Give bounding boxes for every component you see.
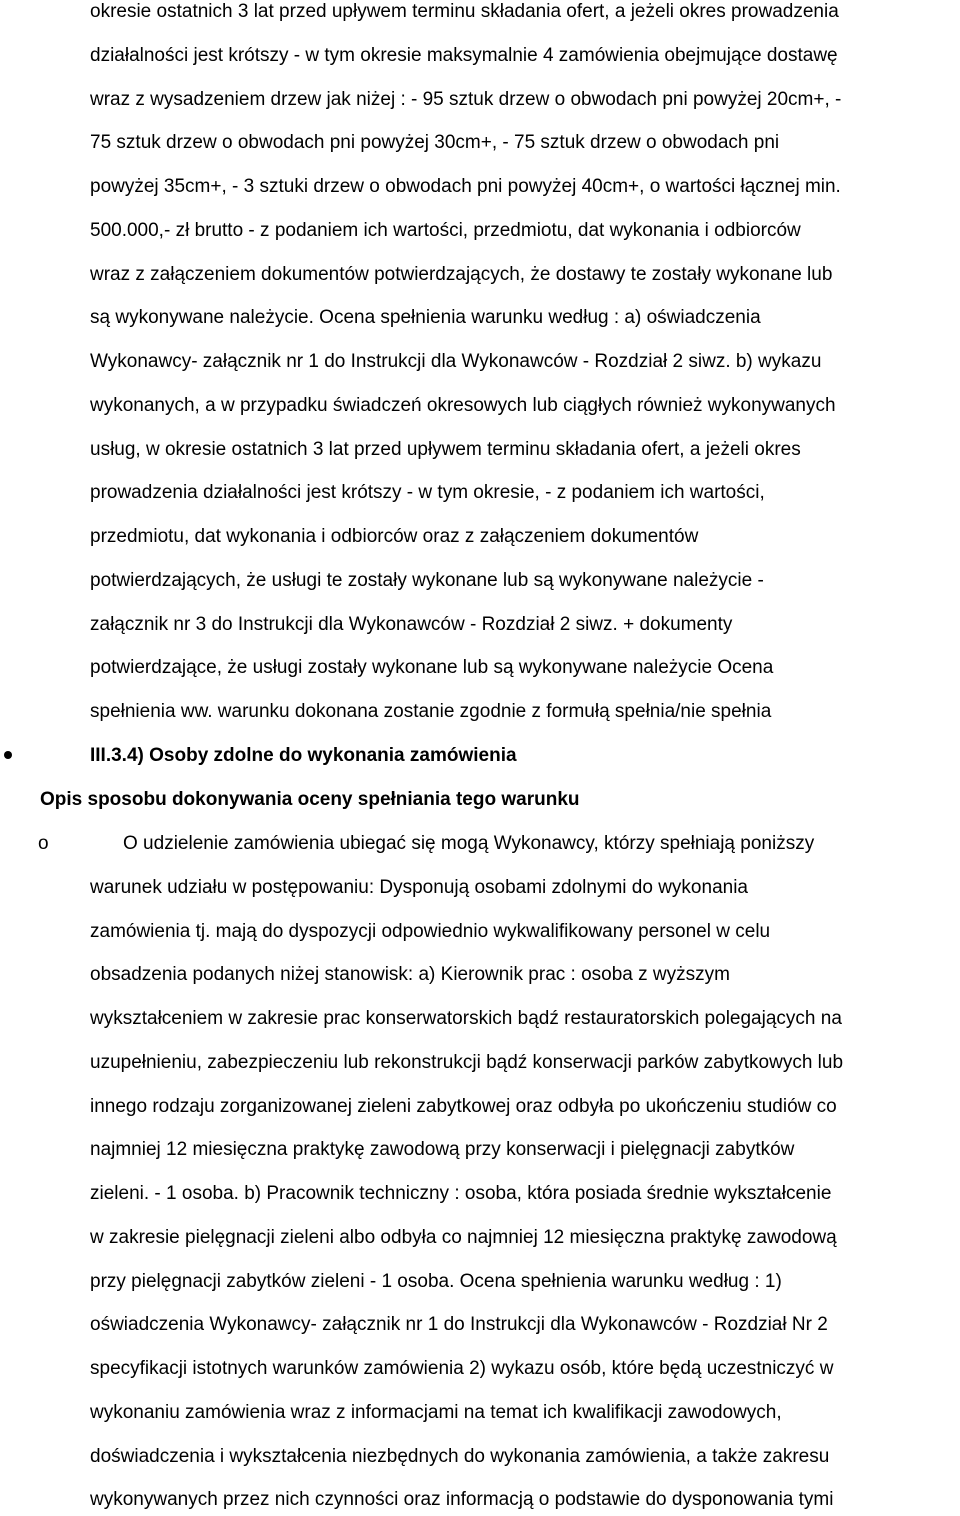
- paragraph-line: uzupełnieniu, zabezpieczeniu lub rekonstrukcji bądź konserwacji parków zabytkowych lub: [90, 1052, 844, 1073]
- paragraph-line: doświadczenia i wykształcenia niezbędnych do wykonania zamówienia, a także zakresu: [90, 1446, 830, 1467]
- paragraph-line: przy pielęgnacji zabytków zieleni - 1 osoba. Ocena spełnienia warunku według : 1): [90, 1271, 782, 1292]
- paragraph-line: usług, w okresie ostatnich 3 lat przed upływem terminu składania ofert, a jeżeli okres: [90, 439, 801, 460]
- paragraph-line: przedmiotu, dat wykonania i odbiorców oraz z załączeniem dokumentów: [90, 526, 699, 547]
- paragraph-line: potwierdzające, że usługi zostały wykonane lub są wykonywane należycie Ocena: [90, 657, 774, 678]
- paragraph-line: prowadzenia działalności jest krótszy - w tym okresie, - z podaniem ich wartości,: [90, 482, 765, 503]
- paragraph-line: zieleni. - 1 osoba. b) Pracownik techniczny : osoba, która posiada średnie wykształcenie: [90, 1183, 832, 1204]
- paragraph-line: 500.000,- zł brutto - z podaniem ich wartości, przedmiotu, dat wykonania i odbiorców: [90, 220, 801, 241]
- paragraph-line: spełnienia ww. warunku dokonana zostanie zgodnie z formułą spełnia/nie spełnia: [90, 701, 772, 722]
- paragraph-line: oświadczenia Wykonawcy- załącznik nr 1 do Instrukcji dla Wykonawców - Rozdział Nr 2: [90, 1314, 828, 1335]
- paragraph-line: wykonanych, a w przypadku świadczeń okresowych lub ciągłych również wykonywanych: [90, 395, 836, 416]
- bullet-o-marker: o: [38, 833, 49, 854]
- paragraph-line: wraz z wysadzeniem drzew jak niżej : - 95 sztuk drzew o obwodach pni powyżej 20cm+, -: [90, 89, 842, 110]
- paragraph-line: obsadzenia podanych niżej stanowisk: a) Kierownik prac : osoba z wyższym: [90, 964, 730, 985]
- section-heading: III.3.4) Osoby zdolne do wykonania zamówienia: [90, 745, 517, 766]
- paragraph-line: wraz z załączeniem dokumentów potwierdzających, że dostawy te zostały wykonane lub: [90, 264, 833, 285]
- paragraph-line: działalności jest krótszy - w tym okresie maksymalnie 4 zamówienia obejmujące dostawę: [90, 45, 838, 66]
- paragraph-line: warunek udziału w postępowaniu: Dysponują osobami zdolnymi do wykonania: [90, 877, 748, 898]
- paragraph-line: wykształceniem w zakresie prac konserwatorskich bądź restauratorskich polegających na: [90, 1008, 842, 1029]
- paragraph-line: 75 sztuk drzew o obwodach pni powyżej 30cm+, - 75 sztuk drzew o obwodach pni: [90, 132, 780, 153]
- paragraph-line: potwierdzających, że usługi te zostały wykonane lub są wykonywane należycie -: [90, 570, 764, 591]
- paragraph-line: wykonaniu zamówienia wraz z informacjami na temat ich kwalifikacji zawodowych,: [90, 1402, 782, 1423]
- paragraph-line: innego rodzaju zorganizowanej zieleni zabytkowej oraz odbyła po ukończeniu studiów co: [90, 1096, 837, 1117]
- paragraph-line: wykonywanych przez nich czynności oraz informacją o podstawie do dysponowania tymi: [90, 1489, 834, 1510]
- paragraph-line: zamówienia tj. mają do dyspozycji odpowiednio wykwalifikowany personel w celu: [90, 921, 771, 942]
- paragraph-line: O udzielenie zamówienia ubiegać się mogą Wykonawcy, którzy spełniają poniższy: [123, 833, 815, 854]
- paragraph-line: w zakresie pielęgnacji zieleni albo odbyła co najmniej 12 miesięczna praktykę zawodową: [90, 1227, 837, 1248]
- paragraph-line: okresie ostatnich 3 lat przed upływem terminu składania ofert, a jeżeli okres prowadzenia: [90, 1, 839, 22]
- paragraph-line: są wykonywane należycie. Ocena spełnienia warunku według : a) oświadczenia: [90, 307, 761, 328]
- paragraph-line: załącznik nr 3 do Instrukcji dla Wykonawców - Rozdział 2 siwz. + dokumenty: [90, 614, 733, 635]
- paragraph-line: Wykonawcy- załącznik nr 1 do Instrukcji dla Wykonawców - Rozdział 2 siwz. b) wykazu: [90, 351, 822, 372]
- paragraph-line: najmniej 12 miesięczna praktykę zawodową przy konserwacji i pielęgnacji zabytków: [90, 1139, 795, 1160]
- bullet-dot-icon: [4, 751, 12, 759]
- paragraph-line: specyfikacji istotnych warunków zamówienia 2) wykazu osób, które będą uczestniczyć w: [90, 1358, 834, 1379]
- paragraph-line: powyżej 35cm+, - 3 sztuki drzew o obwodach pni powyżej 40cm+, o wartości łącznej min.: [90, 176, 841, 197]
- subheading: Opis sposobu dokonywania oceny spełniania tego warunku: [40, 789, 580, 810]
